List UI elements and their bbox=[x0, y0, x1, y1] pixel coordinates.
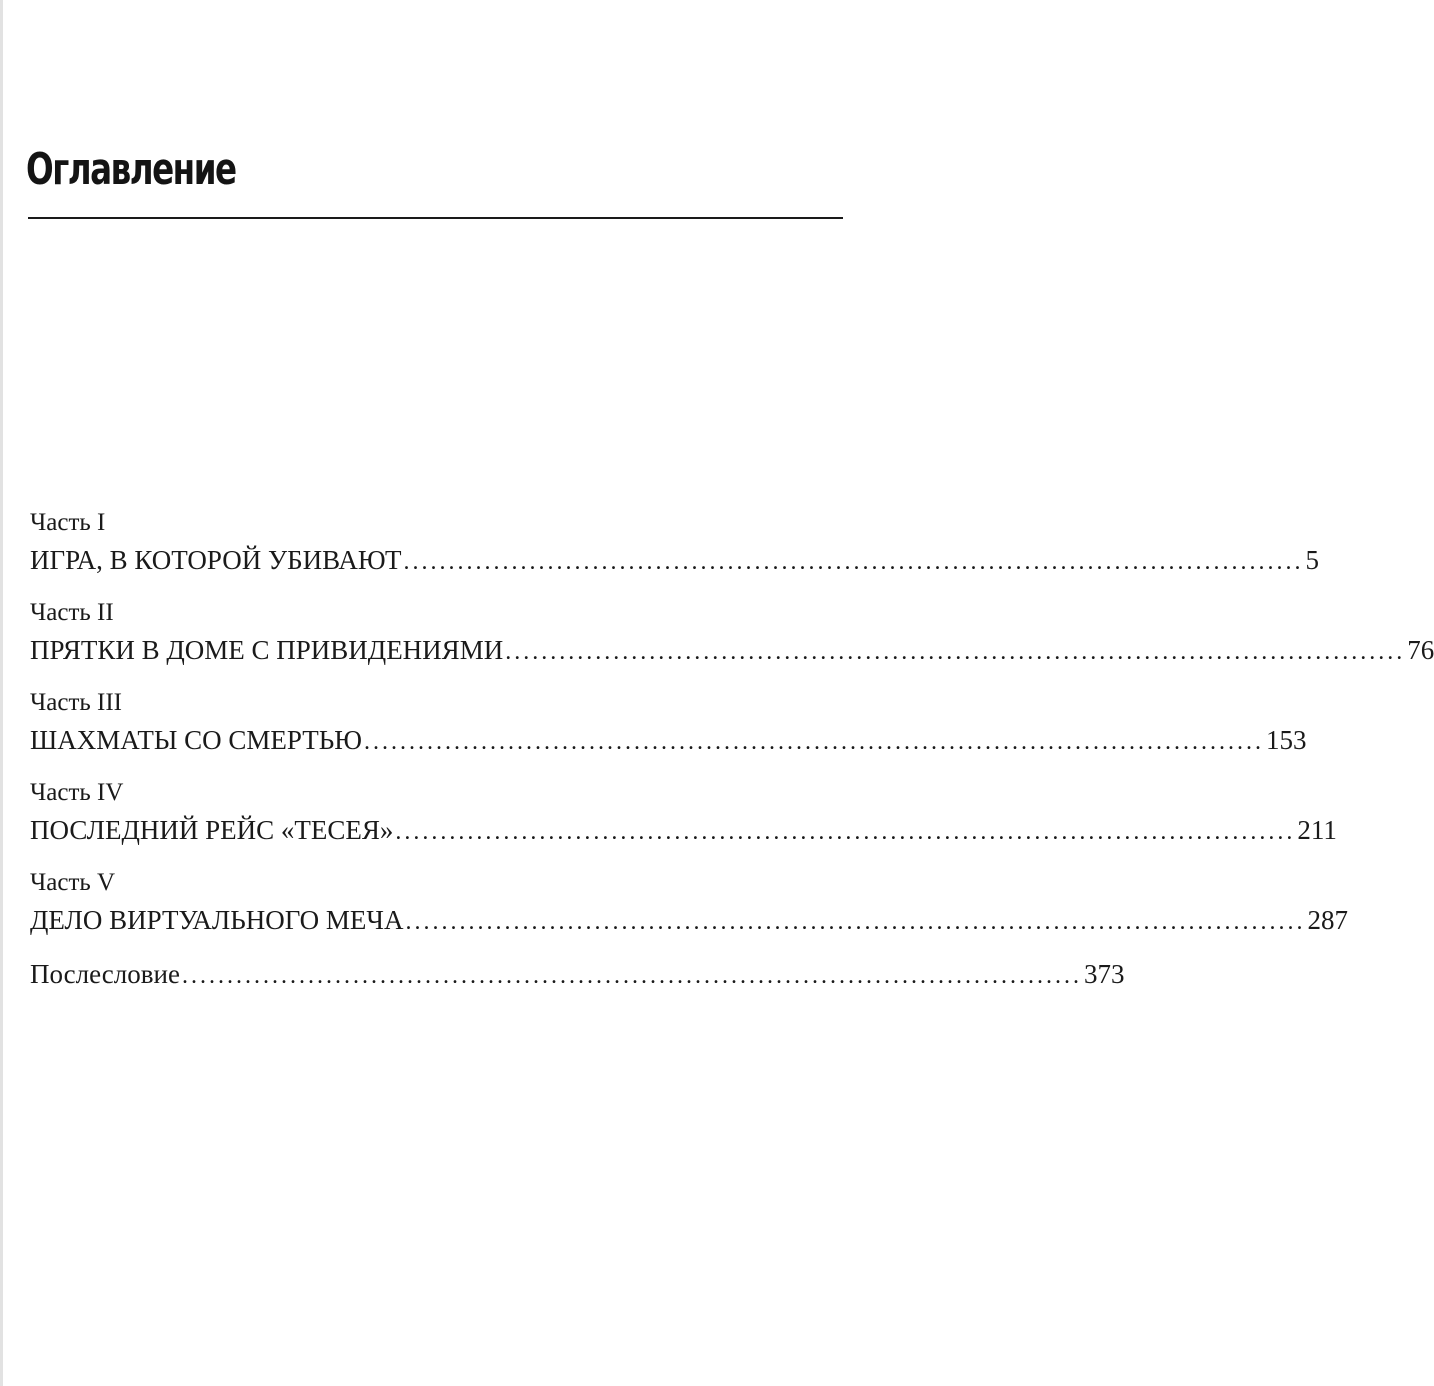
toc-part-label: Часть V bbox=[30, 869, 116, 896]
toc-page-number: 76 bbox=[1407, 635, 1434, 665]
table-of-contents bbox=[30, 505, 1434, 993]
toc-group-part-5 bbox=[30, 865, 1348, 939]
toc-group-part-2 bbox=[30, 595, 1434, 669]
toc-leader-dots: .................................................................................................... bbox=[181, 963, 1082, 989]
toc-page-number: 153 bbox=[1266, 725, 1307, 755]
title-rule bbox=[28, 217, 843, 219]
toc-part-label: Часть I bbox=[30, 509, 106, 536]
toc-entry[interactable] bbox=[30, 721, 1307, 759]
toc-page-number: 211 bbox=[1297, 815, 1337, 845]
toc-part-label: Часть IV bbox=[30, 779, 124, 806]
toc-group-part-3 bbox=[30, 685, 1307, 759]
toc-entry[interactable] bbox=[30, 631, 1434, 669]
toc-entry-title: Послесловие bbox=[30, 959, 180, 989]
toc-leader-dots: .................................................................................................... bbox=[364, 729, 1265, 755]
toc-entry[interactable] bbox=[30, 541, 1319, 579]
page-edge-shadow bbox=[0, 0, 3, 1386]
toc-group-part-1 bbox=[30, 505, 1319, 579]
toc-entry-title: ИГРА, В КОТОРОЙ УБИВАЮТ bbox=[30, 545, 402, 575]
toc-page-number: 287 bbox=[1307, 905, 1348, 935]
toc-leader-dots: .................................................................................................... bbox=[403, 549, 1304, 575]
toc-group-part-4 bbox=[30, 775, 1337, 849]
toc-entry[interactable] bbox=[30, 811, 1337, 849]
toc-entry-title: ШАХМАТЫ СО СМЕРТЬЮ bbox=[30, 725, 363, 755]
toc-leader-dots: .................................................................................................... bbox=[505, 639, 1406, 665]
toc-page-number: 5 bbox=[1305, 545, 1319, 575]
toc-entry-title: ПОСЛЕДНИЙ РЕЙС «ТЕСЕЯ» bbox=[30, 815, 394, 845]
toc-entry-title: ДЕЛО ВИРТУАЛЬНОГО МЕЧА bbox=[30, 905, 404, 935]
toc-entry[interactable] bbox=[30, 901, 1348, 939]
toc-entry-epilogue[interactable] bbox=[30, 955, 1125, 993]
toc-page-number: 373 bbox=[1083, 959, 1125, 989]
toc-leader-dots: .................................................................................................... bbox=[405, 909, 1306, 935]
toc-leader-dots: .................................................................................................... bbox=[395, 819, 1296, 845]
toc-part-label: Часть III bbox=[30, 689, 122, 716]
toc-entry-title: ПРЯТКИ В ДОМЕ С ПРИВИДЕНИЯМИ bbox=[30, 635, 504, 665]
toc-part-label: Часть II bbox=[30, 599, 114, 626]
page-title: Оглавление bbox=[26, 144, 236, 195]
